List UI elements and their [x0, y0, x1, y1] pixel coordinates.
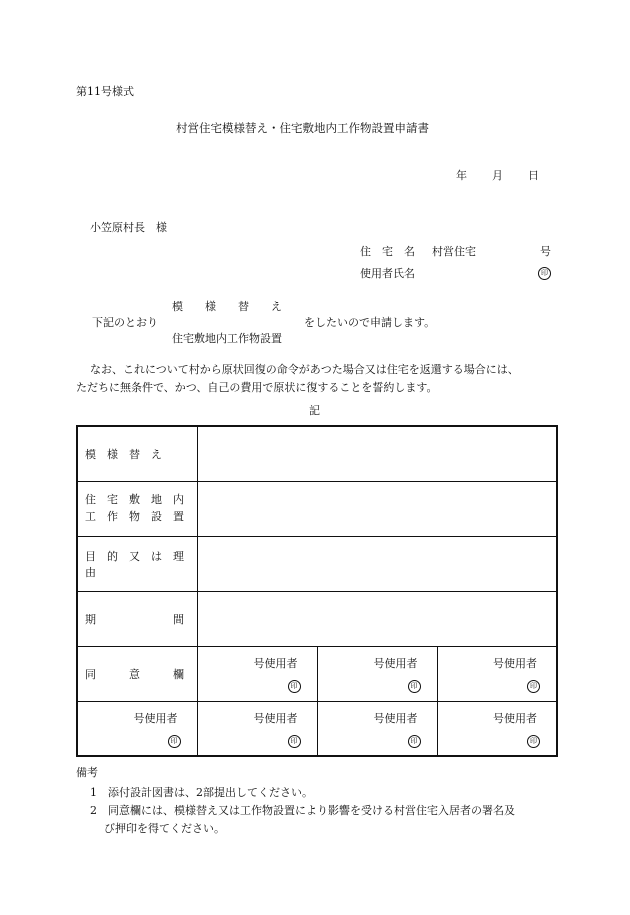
row-label-consent-text: 同 意 欄: [85, 667, 184, 681]
addressee: 小笠原村長 様: [90, 221, 167, 234]
consent-cell-label: 号使用者: [133, 711, 178, 725]
period-field[interactable]: [197, 591, 557, 646]
consent-cell[interactable]: [197, 701, 317, 756]
seal-icon: 印: [527, 680, 540, 693]
consent-cell[interactable]: [317, 646, 437, 701]
note-item-2: 2 同意欄には、模様替え又は工作物設置により影響を受ける村営住宅入居者の署名及: [90, 804, 515, 817]
row-label-consent: [77, 646, 197, 701]
consent-cell[interactable]: [77, 701, 197, 756]
row-label-period-text: 期 間: [85, 612, 184, 626]
row-label-structure-line2: 工 作 物 設 置: [85, 509, 184, 523]
application-table: [76, 425, 558, 757]
house-name-value: 村営住宅: [432, 245, 476, 258]
ki-heading: 記: [309, 404, 320, 417]
document-title: 村営住宅模様替え・住宅敷地内工作物設置申請書: [176, 121, 429, 135]
consent-cell[interactable]: [197, 646, 317, 701]
note-item-1: 1 添付設計図書は、2部提出してください。: [90, 786, 313, 799]
seal-icon: 印: [408, 680, 421, 693]
consent-cell[interactable]: [317, 701, 437, 756]
user-name-label: 使用者氏名: [360, 267, 415, 280]
seal-icon: 印: [408, 735, 421, 748]
consent-cell[interactable]: [437, 701, 557, 756]
seal-icon: 印: [168, 735, 181, 748]
consent-cell-label: 号使用者: [373, 711, 418, 725]
row-label-period: [77, 591, 197, 646]
consent-cell-label: 号使用者: [253, 657, 298, 670]
request-option-structure: 住宅敷地内工作物設置: [172, 332, 282, 345]
oath-line-2: ただちに無条件で、かつ、自己の費用で原状に復することを誓約します。: [76, 381, 438, 394]
consent-cell-label: 号使用者: [253, 711, 298, 725]
house-name-label: 住 宅 名: [360, 245, 415, 258]
request-suffix: をしたいので申請します。: [304, 316, 436, 329]
request-option-remodel: 模 様 替 え: [172, 300, 282, 313]
row-label-remodel-text: 模 様 替 え: [85, 447, 162, 461]
date-month: 月: [492, 169, 503, 182]
seal-icon: 印: [288, 735, 301, 748]
date-year: 年: [456, 169, 467, 182]
date-day: 日: [528, 169, 539, 182]
row-label-remodel: [77, 426, 197, 481]
seal-icon: 印: [538, 267, 551, 280]
form-number: 第11号様式: [76, 85, 134, 98]
notes-heading: 備考: [76, 766, 98, 779]
seal-icon: 印: [527, 735, 540, 748]
row-label-structure-line1: 住 宅 敷 地 内: [85, 493, 184, 506]
consent-cell[interactable]: [437, 646, 557, 701]
seal-icon: 印: [288, 680, 301, 693]
consent-cell-label: 号使用者: [493, 657, 537, 670]
consent-cell-label: 号使用者: [373, 657, 418, 670]
note-item-2-cont: び押印を得てください。: [104, 822, 225, 835]
house-number-suffix: 号: [540, 245, 551, 258]
remodel-field[interactable]: [197, 426, 557, 481]
purpose-field[interactable]: [197, 536, 557, 591]
oath-line-1: なお、これについて村から原状回復の命令があつた場合又は住宅を返還する場合には、: [90, 363, 519, 376]
row-label-structure: [77, 481, 197, 536]
consent-cell-label: 号使用者: [493, 711, 537, 725]
row-label-purpose-text: 目 的 又 は 理 由: [85, 549, 195, 579]
request-prefix: 下記のとおり: [92, 316, 158, 329]
structure-field[interactable]: [197, 481, 557, 536]
row-label-purpose: [77, 536, 197, 591]
